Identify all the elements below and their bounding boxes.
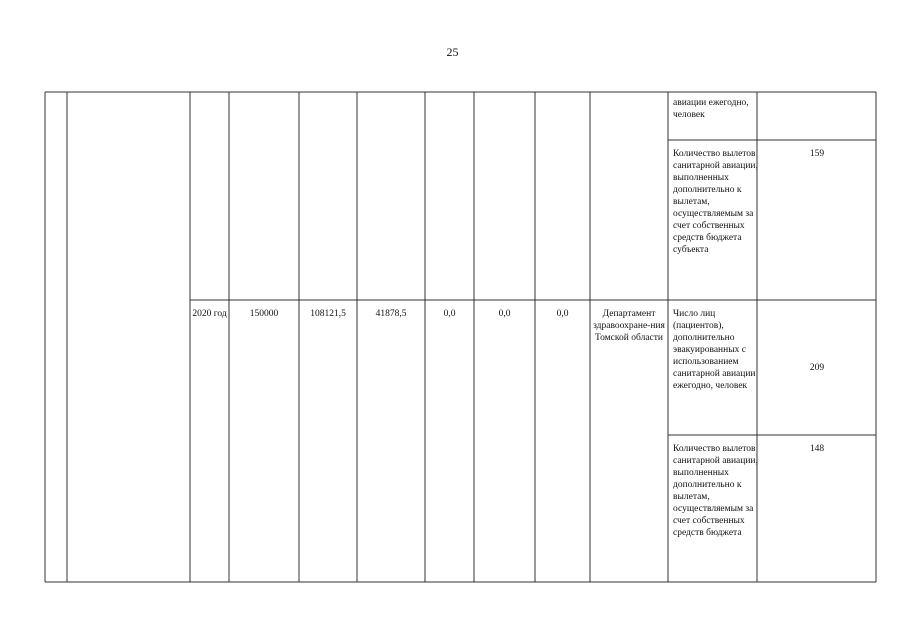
department-cell: Департамент здравоохране-ния Томской области bbox=[593, 309, 665, 343]
indicator-cell: Число лиц (пациентов), дополнительно эвакуированных с использованием санитарной авиации ежегодно, человек bbox=[673, 309, 756, 391]
target-value-cell: 148 bbox=[809, 444, 825, 454]
amount-regional-cell: 41878,5 bbox=[375, 309, 407, 319]
year-cell: 2020 год bbox=[192, 309, 227, 319]
amount-other1-cell: 0,0 bbox=[498, 309, 511, 319]
page-number: 25 bbox=[446, 45, 459, 59]
target-value-cell: 159 bbox=[809, 149, 825, 159]
indicator-cell: Количество вылетов санитарной авиации, выполненных дополнительно к вылетам, осуществляемым за счет собственных средств бюджета субъекта bbox=[673, 149, 758, 255]
amount-other2-cell: 0,0 bbox=[556, 309, 569, 319]
indicator-cell: Количество вылетов санитарной авиации, выполненных дополнительно к вылетам, осуществляемым за счет собственных средств бюджета bbox=[673, 444, 758, 538]
indicator-cell: авиации ежегодно, человек bbox=[673, 98, 749, 120]
amount-local-cell: 0,0 bbox=[443, 309, 456, 319]
target-value-cell: 209 bbox=[809, 363, 825, 373]
amount-total-cell: 150000 bbox=[249, 309, 279, 319]
amount-federal-cell: 108121,5 bbox=[310, 309, 346, 319]
